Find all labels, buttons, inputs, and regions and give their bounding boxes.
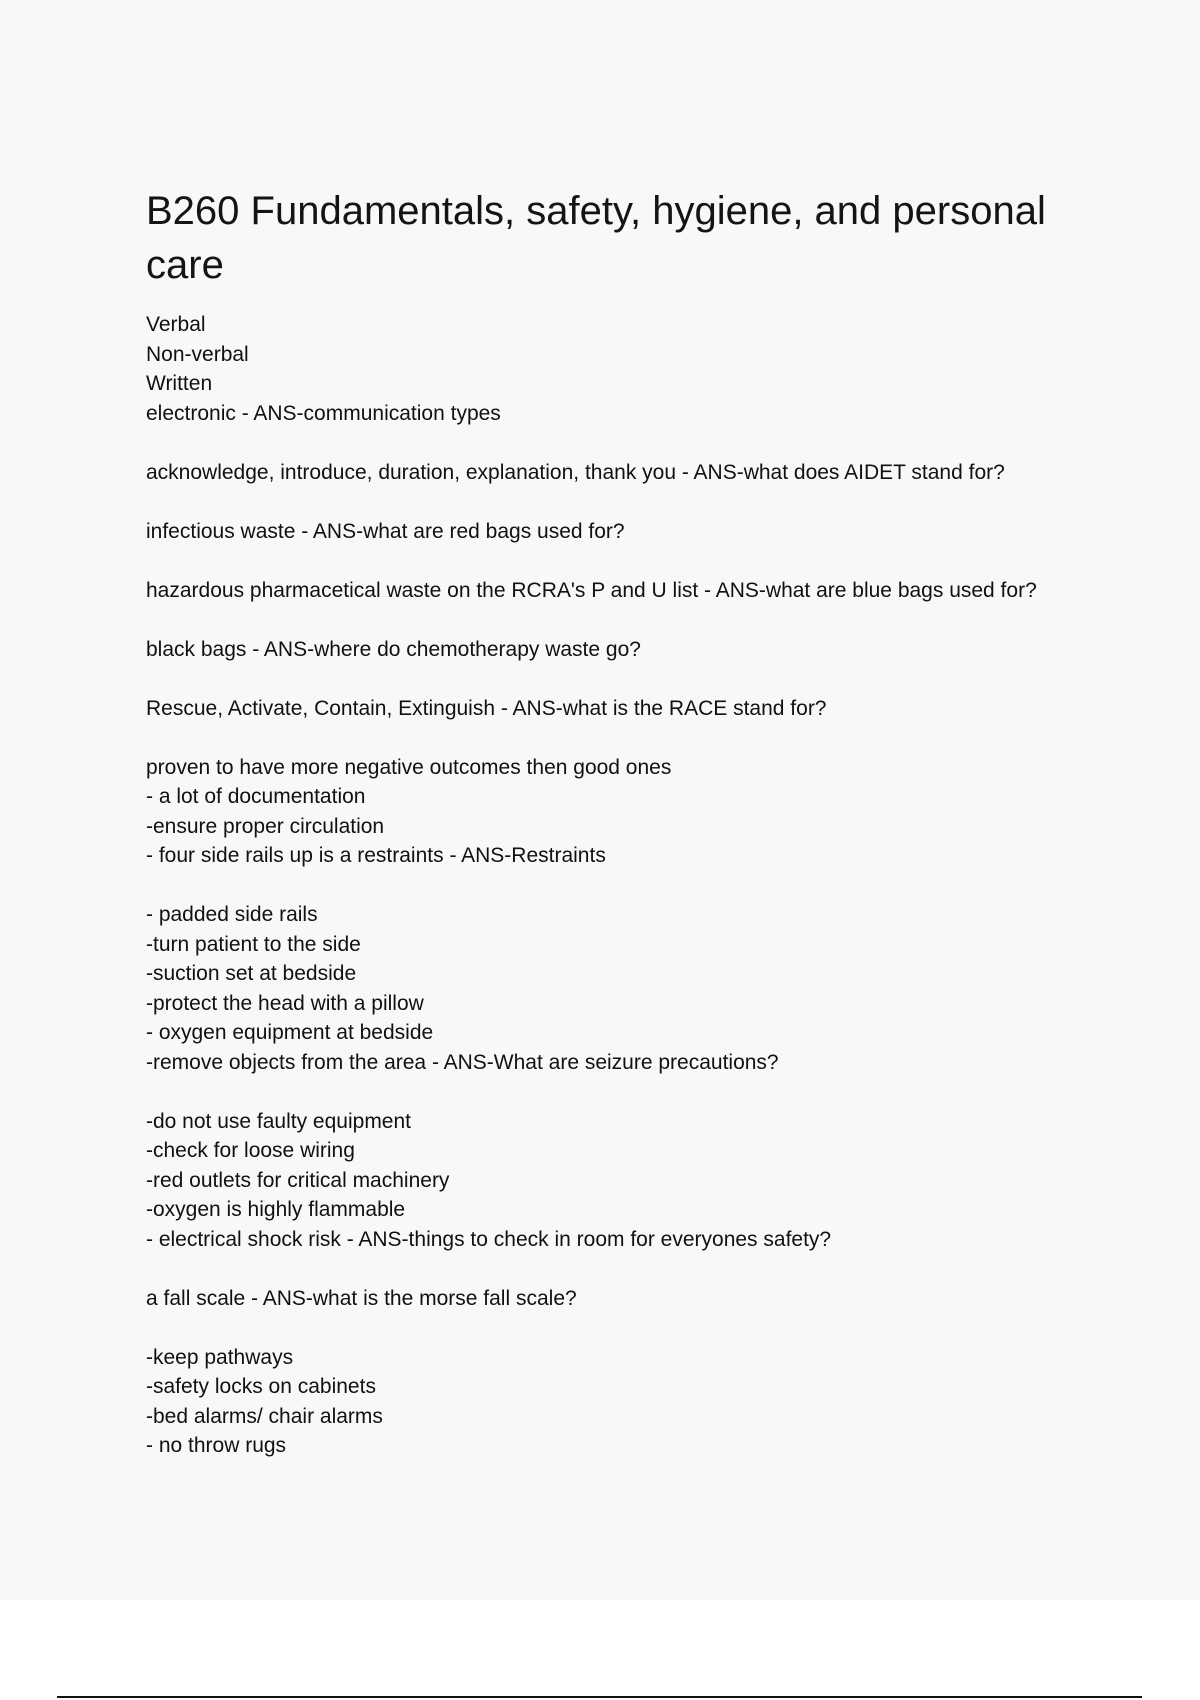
entry-line: -protect the head with a pillow [146,991,424,1015]
entry-line: -do not use faulty equipment [146,1109,412,1133]
qa-entry [146,753,1126,871]
entry-line: -suction set at bedside [146,962,357,985]
entry-line: -oxygen is highly flammable [146,1198,406,1221]
qa-entry [146,1107,1126,1255]
page-divider [57,1696,1142,1698]
entry-line: -check for loose wiring [146,1139,355,1162]
entry-line: acknowledge, introduce, duration, explanation, thank you - ANS-what does AIDET stand for? [146,460,1005,484]
qa-entry [146,310,1126,428]
entry-line: - padded side rails [146,903,318,926]
entry-line: Non-verbal [146,342,249,366]
document-title: B260 Fundamentals, safety, hygiene, and personal care [146,189,1046,287]
entry-line: Verbal [146,313,206,336]
entry-line: proven to have more negative outcomes then good ones [146,755,672,779]
qa-entry [146,517,1126,547]
qa-entry [146,1284,1126,1314]
entry-line: -red outlets for critical machinery [146,1168,450,1192]
entry-line: hazardous pharmacetical waste on the RCRA's P and U list - ANS-what are blue bags used for? [146,578,1037,602]
qa-entry [146,458,1126,488]
qa-entry [146,576,1126,606]
qa-entry [146,900,1126,1077]
entry-line: - oxygen equipment at bedside [146,1021,434,1044]
qa-entry [146,1343,1126,1461]
entry-line: -remove objects from the area - ANS-What are seizure precautions? [146,1050,779,1074]
entry-line: Written [146,372,213,395]
entry-line: - electrical shock risk - ANS-things to check in room for everyones safety? [146,1227,832,1251]
entry-line: -safety locks on cabinets [146,1375,376,1398]
entry-line: -turn patient to the side [146,932,361,956]
qa-entry [146,635,1126,665]
entry-line: Rescue, Activate, Contain, Extinguish - ANS-what is the RACE stand for? [146,696,827,720]
qa-list [146,310,1126,1461]
entry-line: -bed alarms/ chair alarms [146,1404,383,1428]
entry-line: black bags - ANS-where do chemotherapy waste go? [146,637,641,661]
qa-entry [146,694,1126,724]
entry-line: - no throw rugs [146,1434,287,1457]
entry-line: -keep pathways [146,1345,294,1369]
entry-line: -ensure proper circulation [146,814,385,838]
document-body [146,184,1126,1490]
entry-line: - four side rails up is a restraints - ANS-Restraints [146,844,606,867]
entry-line: a fall scale - ANS-what is the morse fall scale? [146,1286,577,1310]
entry-line: electronic - ANS-communication types [146,401,501,425]
entry-line: - a lot of documentation [146,785,366,808]
entry-line: infectious waste - ANS-what are red bags used for? [146,519,625,543]
